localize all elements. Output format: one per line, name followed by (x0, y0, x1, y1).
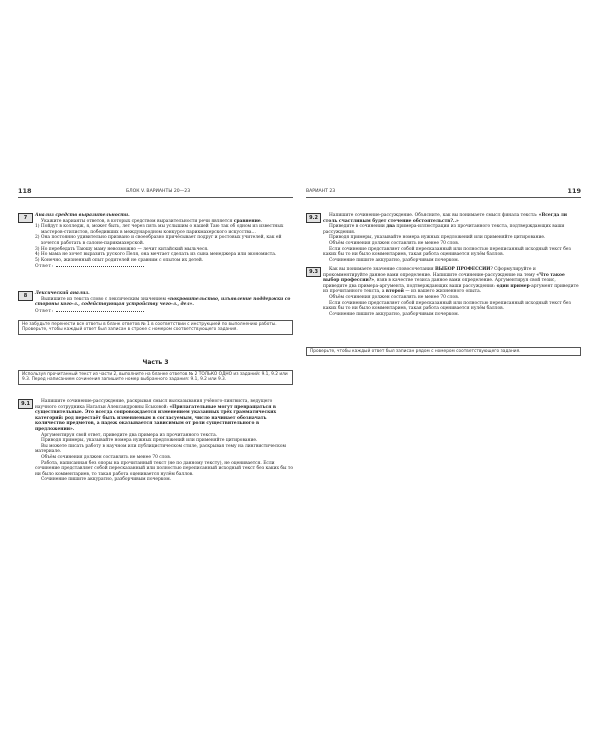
answer-line: Ответ: (35, 263, 293, 270)
left-page-header (18, 187, 293, 197)
task-title: Анализ средств выразительности. (35, 213, 130, 218)
check-notice: Проверьте, чтобы каждый ответ был записан рядом с номером соответствующего задания. (306, 347, 581, 356)
task-prompt: Напишите сочинение-рассуждение. Объясните, как вы понимаете смысл финала текста: «Всегда ли столь счастливым будет стечение обстоятельств?..» (323, 213, 568, 224)
task-8 (18, 291, 293, 314)
task-paragraph: Объём сочинения должен составлять не менее 70 слов. (329, 240, 460, 246)
answer-option: 5) Конечно, жизненный опыт родителей не сравним с опытом их детей. (35, 257, 204, 263)
task-paragraph: Аргументируя свой ответ, приведите два примера из прочитанного текста. (41, 432, 218, 438)
right-page-number: 119 (567, 187, 581, 195)
left-page-number: 118 (18, 187, 32, 195)
task-7 (18, 213, 293, 270)
header-rule (18, 197, 293, 198)
answer-option: 1) Пойдут в колледж, я, может быть, лет через пять мы услышим о нашей Таю так об одном из известных мастеров-стилистов, победивших в международном конкурсе парикмахерского искусства… (35, 224, 284, 235)
part-heading: Часть 3 (142, 359, 169, 366)
task-prompt: Напишите сочинение-рассуждение, раскрывая смысл высказывания учёного-лингвиста, ведущего научного сотрудника Натальи Александровны Еськовой: «Прилагательные могут превращаться в существительные. Это всегда сопровождается изменением указанных трёх грамматических категорий: род перестаёт быть изменяемым в согласуемым, число начинает обозначать количество предметов, а падеж оказывается зависимым от роли существительного в предложении». (35, 399, 277, 432)
answer-line: Ответ: (35, 308, 293, 315)
task-paragraph: Приводя примеры, указывайте номера нужных предложений или применяйте цитирование. (329, 235, 546, 241)
task-paragraph: Сочинение пишите аккуратно, разборчивым почерком. (329, 257, 460, 263)
task-paragraph: Приведите в сочинении два примера-иллюстрации из прочитанного текста, подтверждающих ваши рассуждения. (323, 224, 565, 235)
transfer-notice: Не забудьте перенести все ответы в бланк ответов № 1 в соответствии с инструкцией по выполнению работы. Проверьте, чтобы каждый ответ был записан в строке с номером соответствующего задания. (18, 320, 293, 335)
task-paragraph: Сочинение пишите аккуратно, разборчивым почерком. (329, 311, 460, 317)
task-prompt: Укажите варианты ответов, в которых средством выразительности речи является сравнение. (41, 218, 263, 224)
task-paragraph: Объём сочинения должен составлять не менее 70 слов. (41, 454, 172, 460)
task-paragraph: Если сочинение представляет собой пересказанный или полностью переписанный исходный текст без каких бы то ни было комментариев, такая работа оценивается нулём баллов. (323, 300, 571, 312)
task-9-1 (18, 399, 293, 483)
answer-option: 3) Но перебедать Таюшу маму невозможно — лечит китайский мыльчеся. (35, 246, 209, 252)
part3-instruction: Используя прочитанный текст из части 2, выполните на бланке ответов № 2 ТОЛЬКО ОДНО из заданий: 9.1, 9.2 или 9.3. Перед написанием сочинения запишите номер выбранного задания: 9.1, 9.2 или 9.3. (18, 370, 293, 385)
right-page-header (306, 187, 581, 197)
task-number-badge: 7 (18, 213, 33, 223)
task-prompt: Как вы понимаете значение словосочетания ВЫБОР ПРОФЕССИИ? Сформулируйте и прокомментируйте данное вами определение. Напишите сочинение-рассуждение на тему «Что такое выбор профессии?», взяв в качестве тезиса данное вами определение. Аргументируя свой тезис, приведите два примера-аргумента, подтверждающих ваши рассуждения: один пример-аргумент приведите из прочитанного текста, а второй — из вашего жизненного опыта. (323, 267, 579, 295)
task-paragraph: Объём сочинения должен составлять не менее 70 слов. (329, 294, 460, 300)
task-number-badge: 8 (18, 291, 33, 301)
task-title: Лексический анализ. (35, 291, 90, 296)
task-paragraph: Сочинение пишите аккуратно, разборчивым почерком. (41, 477, 172, 483)
task-paragraph: Вы можете писать работу в научном или публицистическом стиле, раскрывая тему на лингвистическом материале. (35, 443, 286, 455)
right-running-head: ВАРИАНТ 23 (306, 189, 336, 194)
header-rule (306, 197, 581, 198)
task-prompt: Выпишите из текста слово с лексическим значением «покровительство, изъявление поддержки со стороны кого-л., содействующая устройству чего-л., дел». (35, 296, 291, 308)
right-page (306, 187, 581, 562)
task-paragraph: Работа, написанная без опоры на прочитанный текст (не по данному тексту), не оценивается. Если сочинение представляет собой пересказанный или полностью переписанный исходный текст без каких бы то ни было комментариев, то такая работа оценивается нулём баллов. (35, 460, 293, 477)
task-number-badge: 9.1 (18, 399, 33, 409)
task-9-3 (306, 267, 581, 317)
answer-option: 2) Она постоянно удивительно призвано и своеобразно причёсывает подруг и ростовых учителей, как ей хочется работать в салоне-парикмахерской. (35, 235, 282, 246)
left-running-head: БЛОК V. ВАРИАНТЫ 20—23 (126, 189, 191, 194)
task-number-badge: 9.2 (306, 213, 321, 223)
task-number-badge: 9.3 (306, 267, 321, 277)
task-paragraph: Приводя примеры, указывайте номера нужных предложений или применяйте цитирование. (41, 438, 258, 444)
task-paragraph: Если сочинение представляет собой пересказанный или полностью переписанный исходный текст без каких бы то ни было комментариев, такая работа оценивается нулём баллов. (323, 246, 571, 258)
task-9-2 (306, 213, 581, 263)
answer-option: 4) Но мама не хочет выразить руского Пеля, она мечтает сделать из сына менеджера или экономиста. (35, 252, 277, 258)
left-page (18, 187, 293, 562)
